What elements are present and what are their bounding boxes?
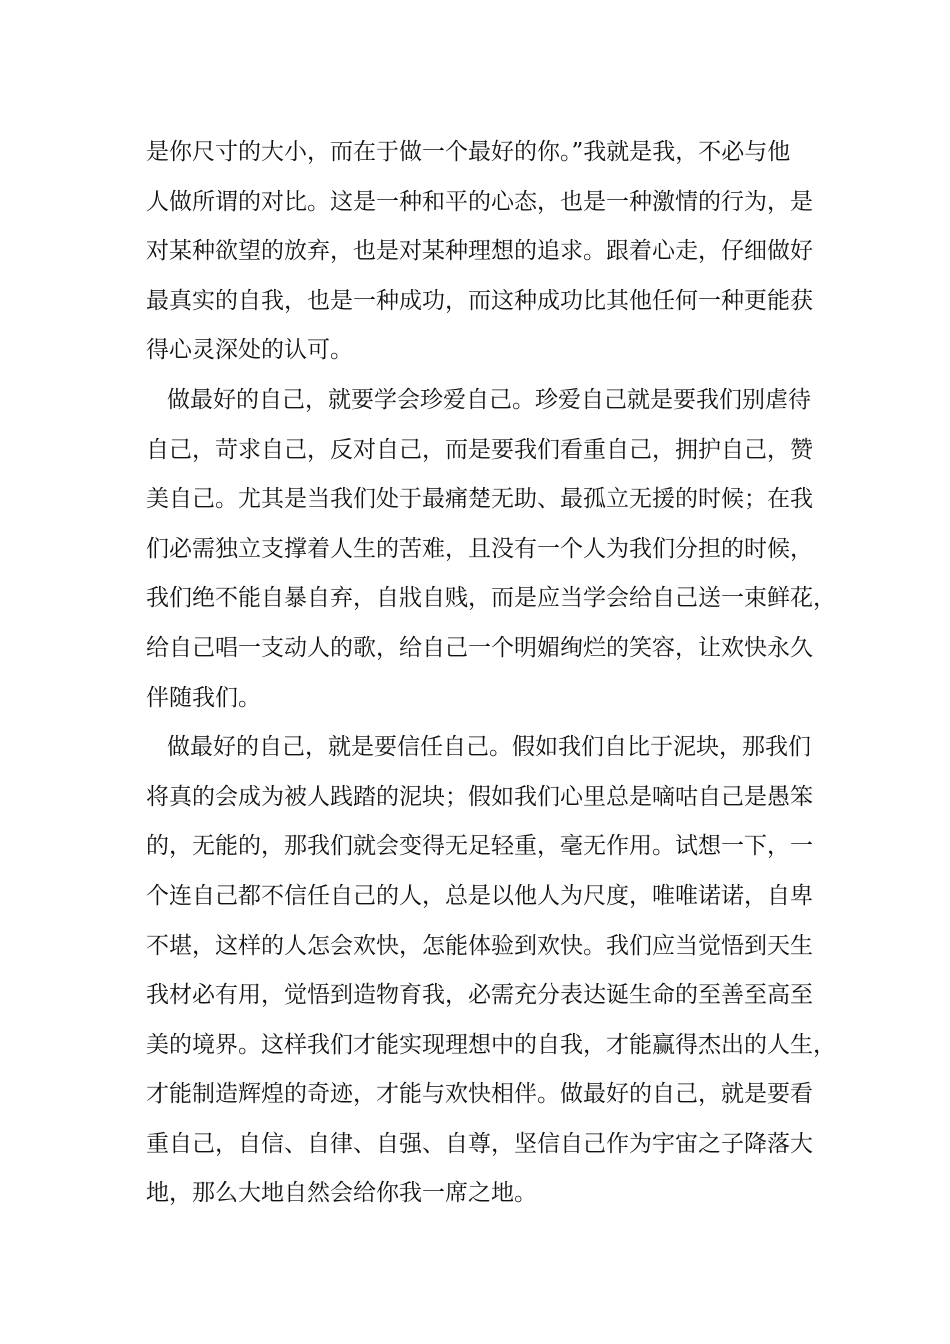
text-line: 地，那么大地自然会给你我一席之地。 (146, 1180, 537, 1207)
body-text (146, 128, 836, 1219)
text-line: 得心灵深处的认可。 (146, 337, 353, 364)
text-line: 对某种欲望的放弃，也是对某种理想的追求。跟着心走，仔细做好 (146, 238, 813, 265)
text-line: 伴随我们。 (146, 684, 261, 711)
text-line: 自己，苛求自己，反对自己，而是要我们看重自己，拥护自己，赞 (146, 436, 813, 463)
text-line: 重自己，自信、自律、自强、自尊，坚信自己作为宇宙之子降落大 (146, 1130, 813, 1157)
text-line: 才能制造辉煌的奇迹，才能与欢快相伴。做最好的自己，就是要看 (146, 1081, 813, 1108)
paragraph-start-line: 做最好的自己，就是要信任自己。假如我们自比于泥块，那我们 (167, 734, 811, 761)
text-line: 个连自己都不信任自己的人，总是以他人为尺度，唯唯诺诺，自卑 (146, 882, 813, 909)
text-line: 最真实的自我，也是一种成功，而这种成功比其他任何一种更能获 (146, 287, 813, 314)
text-line: 美自己。尤其是当我们处于最痛楚无助、最孤立无援的时候；在我 (146, 486, 813, 513)
text-line: 将真的会成为被人践踏的泥块；假如我们心里总是嘀咕自己是愚笨 (146, 783, 813, 810)
text-line: 是你尺寸的大小，而在于做一个最好的你。”我就是我，不必与他 (146, 139, 791, 165)
paragraph-start-line: 做最好的自己，就要学会珍爱自己。珍爱自己就是要我们别虐待 (167, 386, 811, 413)
text-line: 不堪，这样的人怎会欢快，怎能体验到欢快。我们应当觉悟到天生 (146, 932, 813, 959)
text-line: 们必需独立支撑着人生的苦难，且没有一个人为我们分担的时候， (146, 535, 813, 562)
text-line: 的，无能的，那我们就会变得无足轻重，毫无作用。试想一下，一 (146, 833, 813, 860)
text-line: 人做所谓的对比。这是一种和平的心态，也是一种激情的行为，是 (146, 188, 813, 215)
text-line: 给自己唱一支动人的歌，给自己一个明媚绚烂的笑容，让欢快永久 (146, 634, 813, 661)
text-line: 美的境界。这样我们才能实现理想中的自我，才能赢得杰出的人生， (146, 1031, 836, 1058)
text-line: 我们绝不能自暴自弃，自戕自贱，而是应当学会给自己送一束鲜花， (146, 585, 836, 612)
text-line: 我材必有用，觉悟到造物育我，必需充分表达诞生命的至善至高至 (146, 982, 813, 1009)
